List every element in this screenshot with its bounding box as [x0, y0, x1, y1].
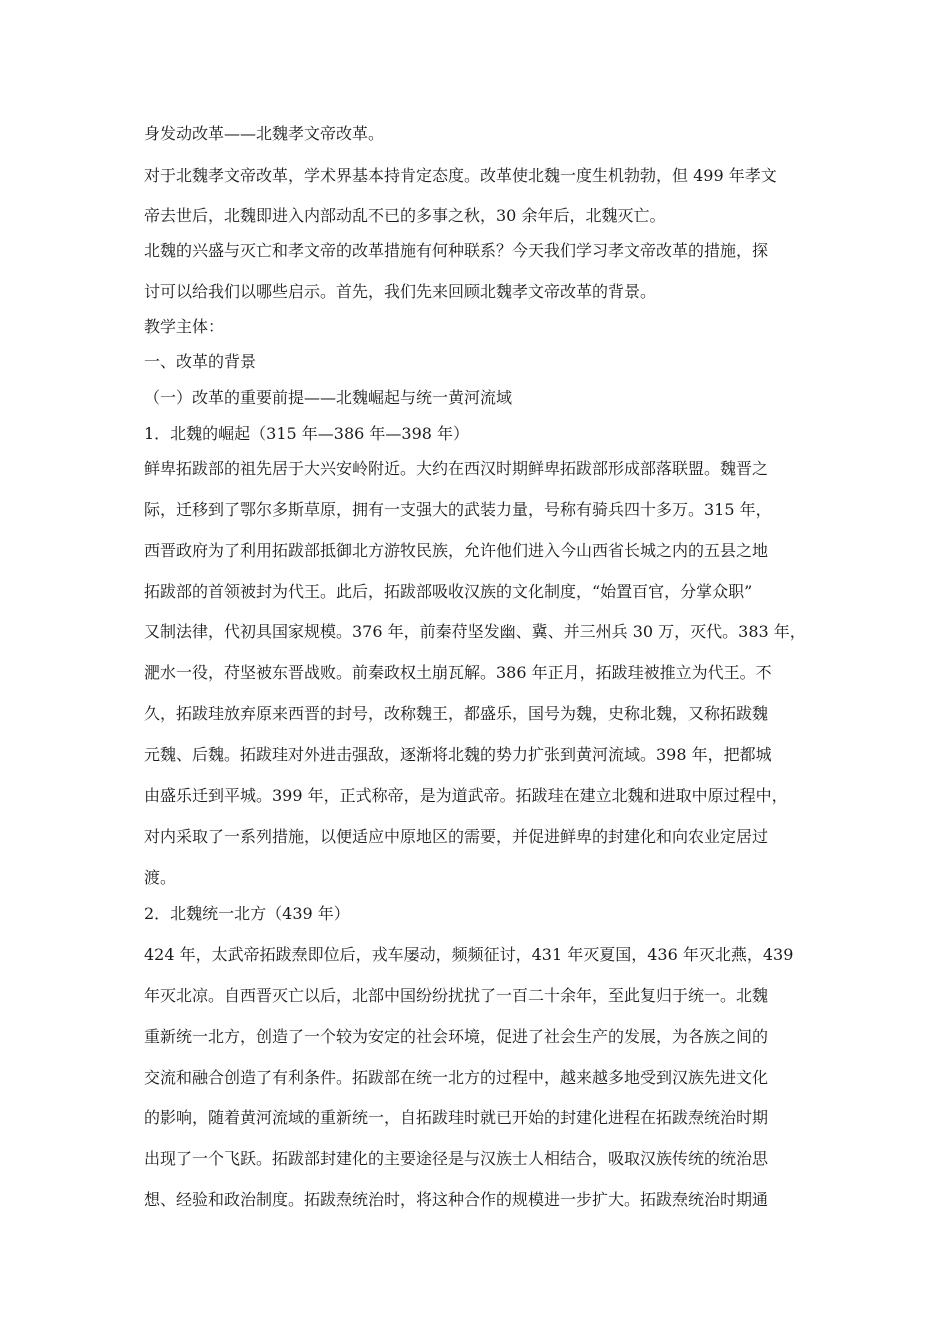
text-line: 身发动改革——北魏孝文帝改革。: [144, 124, 385, 143]
text-line: 424 年，太武帝拓跋焘即位后，戎车屡动，频频征讨，431 年灭夏国，436 年灭北燕，439: [144, 945, 794, 964]
text-line: 元魏、后魏。拓跋珪对外进击强敌，逐渐将北魏的势力扩张到黄河流域。398 年，把都城: [144, 745, 772, 764]
text-line: 想、经验和政治制度。拓跋焘统治时，将这种合作的规模进一步扩大。拓跋焘统治时期通: [144, 1190, 769, 1209]
text-line: 由盛乐迁到平城。399 年，正式称帝，是为道武帝。拓跋珪在建立北魏和进取中原过程中，: [144, 786, 788, 805]
text-line: 北魏的兴盛与灭亡和孝文帝的改革措施有何种联系？今天我们学习孝文帝改革的措施，探: [144, 241, 769, 260]
text-line: 对于北魏孝文帝改革，学术界基本持肯定态度。改革使北魏一度生机勃勃，但 499 年孝文: [144, 166, 777, 185]
text-line: 西晋政府为了利用拓跋部抵御北方游牧民族，允许他们进入今山西省长城之内的五县之地: [144, 541, 769, 560]
text-line: 出现了一个飞跃。拓跋部封建化的主要途径是与汉族士人相结合，吸取汉族传统的统治思: [144, 1149, 769, 1168]
text-line: 拓跋部的首领被封为代王。此后，拓跋部吸收汉族的文化制度，“始置百官，分掌众职”: [144, 582, 753, 601]
text-line: 鲜卑拓跋部的祖先居于大兴安岭附近。大约在西汉时期鲜卑拓跋部形成部落联盟。魏晋之: [144, 459, 769, 478]
text-line: 的影响，随着黄河流域的重新统一，自拓跋珪时就已开始的封建化进程在拓跋焘统治时期: [144, 1108, 769, 1127]
subsection-heading: （一）改革的重要前提——北魏崛起与统一黄河流域: [144, 388, 513, 407]
text-line: 交流和融合创造了有利条件。拓跋部在统一北方的过程中，越来越多地受到汉族先进文化: [144, 1068, 769, 1087]
subsection-heading: 1．北魏的崛起（315 年—386 年—398 年）: [144, 424, 470, 443]
text-line: 淝水一役，苻坚被东晋战败。前秦政权土崩瓦解。386 年正月，拓跋珪被推立为代王。不: [144, 663, 772, 682]
text-line: 年灭北凉。自西晋灭亡以后，北部中国纷纷扰扰了一百二十余年，至此复归于统一。北魏: [144, 986, 769, 1005]
section-heading: 教学主体：: [144, 317, 225, 336]
text-line: 讨可以给我们以哪些启示。首先，我们先来回顾北魏孝文帝改革的背景。: [144, 282, 657, 301]
text-line: 久，拓跋珪放弃原来西晋的封号，改称魏王，都盛乐，国号为魏，史称北魏，又称拓跋魏: [144, 704, 769, 723]
text-line: 帝去世后，北魏即进入内部动乱不已的多事之秋，30 余年后，北魏灭亡。: [144, 206, 666, 225]
subsection-heading: 2．北魏统一北方（439 年）: [144, 904, 350, 923]
text-line: 际，迁移到了鄂尔多斯草原，拥有一支强大的武装力量，号称有骑兵四十多万。315 年，: [144, 500, 772, 519]
text-line: 重新统一北方，创造了一个较为安定的社会环境，促进了社会生产的发展，为各族之间的: [144, 1027, 769, 1046]
section-heading: 一、改革的背景: [144, 352, 257, 371]
text-line: 对内采取了一系列措施，以便适应中原地区的需要，并促进鲜卑的封建化和向农业定居过: [144, 827, 769, 846]
text-line: 渡。: [144, 868, 177, 887]
text-line: 又制法律，代初具国家规模。376 年，前秦苻坚发幽、冀、并三州兵 30 万，灭代。383 年，: [144, 622, 806, 641]
